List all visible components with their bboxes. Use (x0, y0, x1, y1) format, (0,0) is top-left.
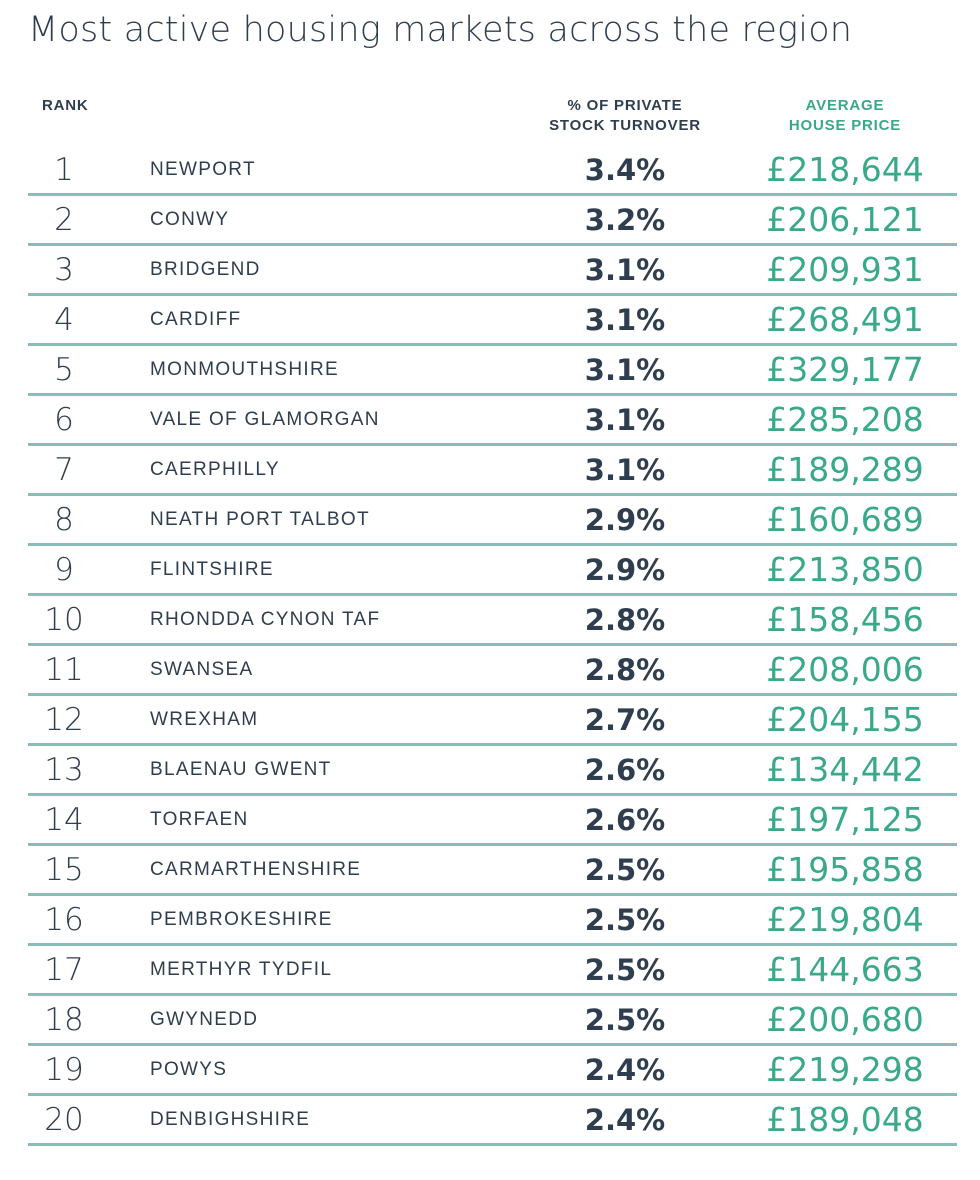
area-name-cell: MONMOUTHSHIRE (150, 358, 339, 380)
page-title: Most active housing markets across the region (28, 10, 853, 50)
rank-cell: 13 (44, 751, 84, 788)
house-price-cell: £160,689 (766, 500, 924, 539)
house-price-cell: £209,931 (766, 250, 924, 289)
table-row (28, 346, 957, 396)
rank-cell: 18 (44, 1001, 84, 1038)
house-price-cell: £195,858 (766, 850, 924, 889)
area-name-cell: NEATH PORT TALBOT (150, 508, 370, 530)
turnover-header-line2: STOCK TURNOVER (549, 117, 701, 134)
house-price-cell: £218,644 (766, 150, 924, 189)
turnover-percent-cell: 3.1% (584, 452, 666, 487)
turnover-percent-cell: 3.1% (584, 402, 666, 437)
area-name-cell: MERTHYR TYDFIL (150, 958, 333, 980)
rank-cell: 11 (44, 651, 84, 688)
turnover-percent-cell: 2.9% (584, 552, 666, 587)
turnover-header-line1: % OF PRIVATE (567, 97, 683, 114)
table-row (28, 646, 957, 696)
house-price-cell: £285,208 (766, 400, 924, 439)
turnover-percent-cell: 2.9% (584, 502, 666, 537)
turnover-percent-cell: 3.4% (584, 152, 666, 187)
table-row (28, 796, 957, 846)
rank-cell: 8 (54, 501, 74, 538)
table-row (28, 746, 957, 796)
house-price-cell: £189,289 (766, 450, 924, 489)
turnover-percent-cell: 3.1% (584, 252, 666, 287)
turnover-percent-cell: 2.8% (584, 602, 666, 637)
table-row (28, 446, 957, 496)
rank-cell: 15 (44, 851, 84, 888)
rank-cell: 6 (54, 401, 74, 438)
area-name-cell: NEWPORT (150, 158, 256, 180)
house-price-cell: £219,804 (766, 900, 924, 939)
rank-cell: 14 (44, 801, 84, 838)
area-name-cell: WREXHAM (150, 708, 259, 730)
table-row (28, 296, 957, 346)
rank-cell: 4 (54, 301, 74, 338)
house-price-cell: £219,298 (766, 1050, 924, 1089)
table-row (28, 546, 957, 596)
table-row (28, 946, 957, 996)
turnover-percent-cell: 2.5% (584, 852, 666, 887)
price-header-line2: HOUSE PRICE (788, 117, 902, 134)
rank-cell: 3 (54, 251, 74, 288)
area-name-cell: RHONDDA CYNON TAF (150, 608, 381, 630)
rank-cell: 1 (54, 151, 74, 188)
house-price-cell: £206,121 (766, 200, 924, 239)
house-price-cell: £134,442 (766, 750, 924, 789)
area-name-cell: SWANSEA (150, 658, 254, 680)
house-price-cell: £204,155 (766, 700, 924, 739)
rank-cell: 5 (54, 351, 74, 388)
table-row (28, 1096, 957, 1146)
house-price-cell: £329,177 (766, 350, 924, 389)
area-name-cell: TORFAEN (150, 808, 249, 830)
table-row (28, 146, 957, 196)
area-name-cell: PEMBROKESHIRE (150, 908, 333, 930)
house-price-cell: £208,006 (766, 650, 924, 689)
area-name-cell: BRIDGEND (150, 258, 261, 280)
turnover-percent-cell: 2.5% (584, 1002, 666, 1037)
rank-cell: 19 (44, 1051, 84, 1088)
house-price-cell: £144,663 (766, 950, 924, 989)
turnover-percent-cell: 2.4% (584, 1102, 666, 1137)
rank-cell: 16 (44, 901, 84, 938)
turnover-percent-cell: 2.6% (584, 752, 666, 787)
rank-cell: 2 (54, 201, 74, 238)
area-name-cell: FLINTSHIRE (150, 558, 274, 580)
area-name-cell: VALE OF GLAMORGAN (150, 408, 380, 430)
turnover-percent-cell: 2.4% (584, 1052, 666, 1087)
area-name-cell: BLAENAU GWENT (150, 758, 332, 780)
area-name-cell: CARMARTHENSHIRE (150, 858, 362, 880)
table-row (28, 896, 957, 946)
price-header-line1: AVERAGE (805, 97, 885, 114)
turnover-percent-cell: 2.8% (584, 652, 666, 687)
table-row (28, 696, 957, 746)
turnover-percent-cell: 2.5% (584, 902, 666, 937)
house-price-cell: £200,680 (766, 1000, 924, 1039)
price-column-header (745, 96, 945, 136)
house-price-cell: £158,456 (766, 600, 924, 639)
housing-markets-table (28, 146, 957, 1146)
house-price-cell: £213,850 (766, 550, 924, 589)
area-name-cell: CAERPHILLY (150, 458, 280, 480)
rank-cell: 7 (54, 451, 74, 488)
rank-cell: 9 (54, 551, 74, 588)
rank-cell: 20 (44, 1101, 84, 1138)
rank-column-header (42, 96, 89, 116)
table-row (28, 1046, 957, 1096)
area-name-cell: CONWY (150, 208, 230, 230)
house-price-cell: £268,491 (766, 300, 924, 339)
rank-cell: 12 (44, 701, 84, 738)
turnover-percent-cell: 3.1% (584, 352, 666, 387)
area-name-cell: POWYS (150, 1058, 228, 1080)
area-name-cell: GWYNEDD (150, 1008, 259, 1030)
house-price-cell: £197,125 (766, 800, 924, 839)
table-row (28, 996, 957, 1046)
table-row (28, 846, 957, 896)
area-name-cell: DENBIGHSHIRE (150, 1108, 311, 1130)
turnover-percent-cell: 2.5% (584, 952, 666, 987)
house-price-cell: £189,048 (766, 1100, 924, 1139)
table-row (28, 596, 957, 646)
table-row (28, 246, 957, 296)
turnover-percent-cell: 2.6% (584, 802, 666, 837)
rank-cell: 17 (44, 951, 84, 988)
turnover-percent-cell: 2.7% (584, 702, 666, 737)
table-row (28, 496, 957, 546)
turnover-column-header (530, 96, 720, 136)
rank-header-label: RANK (42, 97, 89, 114)
turnover-percent-cell: 3.1% (584, 302, 666, 337)
area-name-cell: CARDIFF (150, 308, 242, 330)
turnover-percent-cell: 3.2% (584, 202, 666, 237)
table-row (28, 396, 957, 446)
rank-cell: 10 (44, 601, 84, 638)
table-row (28, 196, 957, 246)
